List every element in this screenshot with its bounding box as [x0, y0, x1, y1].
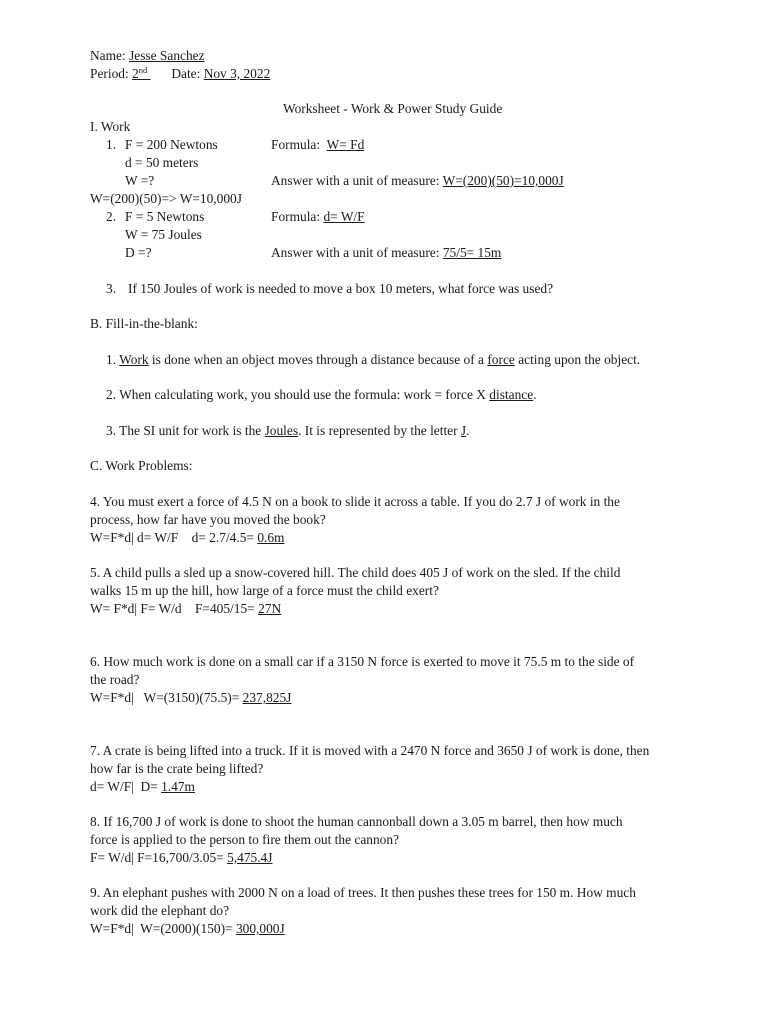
q9-line1: 9. An elephant pushes with 2000 N on a load of trees. It then pushes these trees for 150 m. How much	[90, 885, 636, 900]
q6-line1: 6. How much work is done on a small car if a 3150 N force is exerted to move it 75.5 m to the side of	[90, 654, 635, 669]
q8-line2: force is applied to the person to fire them out the cannon?	[90, 832, 399, 847]
date-label: Date:	[171, 66, 201, 81]
q4-line1: 4. You must exert a force of 4.5 N on a book to slide it across a table. If you do 2.7 J of work in the	[90, 494, 620, 509]
name-label: Name:	[90, 48, 126, 63]
q5-line1: 5. A child pulls a sled up a snow-covered hill. The child does 405 J of work on the sled. If the child	[90, 565, 621, 580]
q8-work: F= W/d| F=16,700/3.05= 5,475.4J	[90, 850, 273, 865]
name-value: Jesse Sanchez	[129, 48, 205, 63]
p2-given-w: W = 75 Joules	[125, 227, 202, 242]
fill-q3-blank2: J	[460, 423, 467, 438]
q4-work: W=F*d| d= W/F d= 2.7/4.5= 0.6m	[90, 530, 285, 545]
p2-formula: Formula: d= W/F	[271, 209, 365, 224]
p1-formula: Formula: W= Fd	[271, 137, 365, 152]
q6-work: W=F*d| W=(3150)(75.5)= 237,825J	[90, 690, 292, 705]
fill-q1-blank1: Work	[119, 352, 149, 367]
p2-formula-value: d= W/F	[323, 209, 365, 224]
q7-line2: how far is the crate being lifted?	[90, 761, 264, 776]
fill-q3-blank1: Joules	[264, 423, 299, 438]
q6-answer: 237,825J	[242, 690, 292, 705]
q8-answer: 5,475.4J	[227, 850, 273, 865]
section-work-heading: I. Work	[90, 119, 131, 134]
name-line	[90, 47, 205, 65]
p1-given-f: F = 200 Newtons	[125, 137, 218, 152]
q4-line2: process, how far have you moved the book?	[90, 512, 326, 527]
q5-answer: 27N	[258, 601, 282, 616]
q8-line1: 8. If 16,700 J of work is done to shoot the human cannonball down a 3.05 m barrel, then how much	[90, 814, 623, 829]
p1-given-w: W =?	[125, 173, 155, 188]
fill-q2: 2. When calculating work, you should use the formula: work = force X distance.	[106, 387, 537, 402]
fill-q1-blank2: force	[487, 352, 515, 367]
fill-q3: 3. The SI unit for work is the Joules. It is represented by the letter J.	[106, 423, 470, 438]
q4-answer: 0.6m	[257, 530, 285, 545]
page-title: Worksheet - Work & Power Study Guide	[283, 101, 503, 116]
p2-given-f: F = 5 Newtons	[125, 209, 205, 224]
period-value: 2nd	[132, 65, 148, 81]
p2-number: 2.	[106, 209, 117, 224]
q6-line2: the road?	[90, 672, 140, 687]
p2-given-d: D =?	[125, 245, 152, 260]
q5-work: W= F*d| F= W/d F=405/15= 27N	[90, 601, 282, 616]
q7-answer: 1.47m	[161, 779, 195, 794]
fill-q1: 1. Work is done when an object moves through a distance because of a force acting upon the object.	[106, 352, 641, 367]
p2-answer: Answer with a unit of measure: 75/5= 15m	[271, 245, 502, 260]
fill-q2-blank1: distance	[489, 387, 534, 402]
p1-answer-value: W=(200)(50)=10,000J	[442, 173, 564, 188]
q9-answer: 300,000J	[235, 921, 285, 936]
period-label: Period:	[90, 66, 129, 81]
q9-work: W=F*d| W=(2000)(150)= 300,000J	[90, 921, 285, 936]
p1-given-d: d = 50 meters	[125, 155, 199, 170]
p3-number: 3.	[106, 281, 117, 296]
date-value: Nov 3, 2022	[203, 66, 271, 81]
p1-number: 1.	[106, 137, 117, 152]
p1-work-line: W=(200)(50)=> W=10,000J	[90, 191, 242, 206]
period-date-line	[90, 65, 270, 83]
q5-line2: walks 15 m up the hill, how large of a force must the child exert?	[90, 583, 439, 598]
p3-question: If 150 Joules of work is needed to move a box 10 meters, what force was used?	[128, 281, 554, 296]
section-problems-heading: C. Work Problems:	[90, 458, 193, 473]
p1-answer: Answer with a unit of measure: W=(200)(50)=10,000J	[271, 173, 564, 188]
q7-line1: 7. A crate is being lifted into a truck. If it is moved with a 2470 N force and 3650 J of work is done, then	[90, 743, 650, 758]
q7-work: d= W/F| D= 1.47m	[90, 779, 195, 794]
section-fill-heading: B. Fill-in-the-blank:	[90, 316, 198, 331]
q9-line2: work did the elephant do?	[90, 903, 230, 918]
p1-formula-value: W= Fd	[326, 137, 365, 152]
p2-answer-value: 75/5= 15m	[442, 245, 502, 260]
